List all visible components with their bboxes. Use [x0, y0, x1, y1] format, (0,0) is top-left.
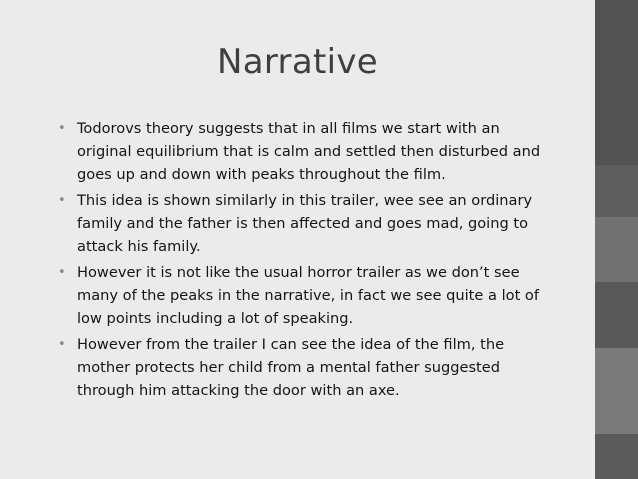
side-strip [595, 348, 638, 434]
side-strip [595, 217, 638, 282]
side-strip [595, 165, 638, 217]
side-strip [595, 434, 638, 479]
bullet-dot-icon: • [58, 121, 66, 136]
bullet-item [58, 117, 558, 186]
bullet-dot-icon: • [58, 265, 66, 280]
bullet-dot-icon: • [58, 193, 66, 208]
bullet-dot-icon: • [58, 337, 66, 352]
slide-title: Narrative [217, 42, 378, 82]
bullet-item [58, 261, 558, 330]
bullet-item [58, 189, 558, 258]
side-strip [595, 282, 638, 348]
bullet-text: However from the trailer I can see the idea of the film, the mother protects her child from a mental father suggested through him attacking the door with an axe. [77, 336, 505, 399]
side-strip [595, 0, 638, 165]
side-decoration-panel [595, 0, 638, 479]
bullet-item [58, 333, 558, 402]
bullet-list [58, 117, 558, 405]
bullet-text: Todorovs theory suggests that in all films we start with an original equilibrium that is calm and settled then disturbed and goes up and down with peaks throughout the film. [77, 120, 541, 183]
bullet-text: This idea is shown similarly in this trailer, wee see an ordinary family and the father is then affected and goes mad, going to attack his family. [77, 192, 533, 255]
bullet-text: However it is not like the usual horror trailer as we don’t see many of the peaks in the narrative, in fact we see quite a lot of low points including a lot of speaking. [77, 264, 539, 327]
